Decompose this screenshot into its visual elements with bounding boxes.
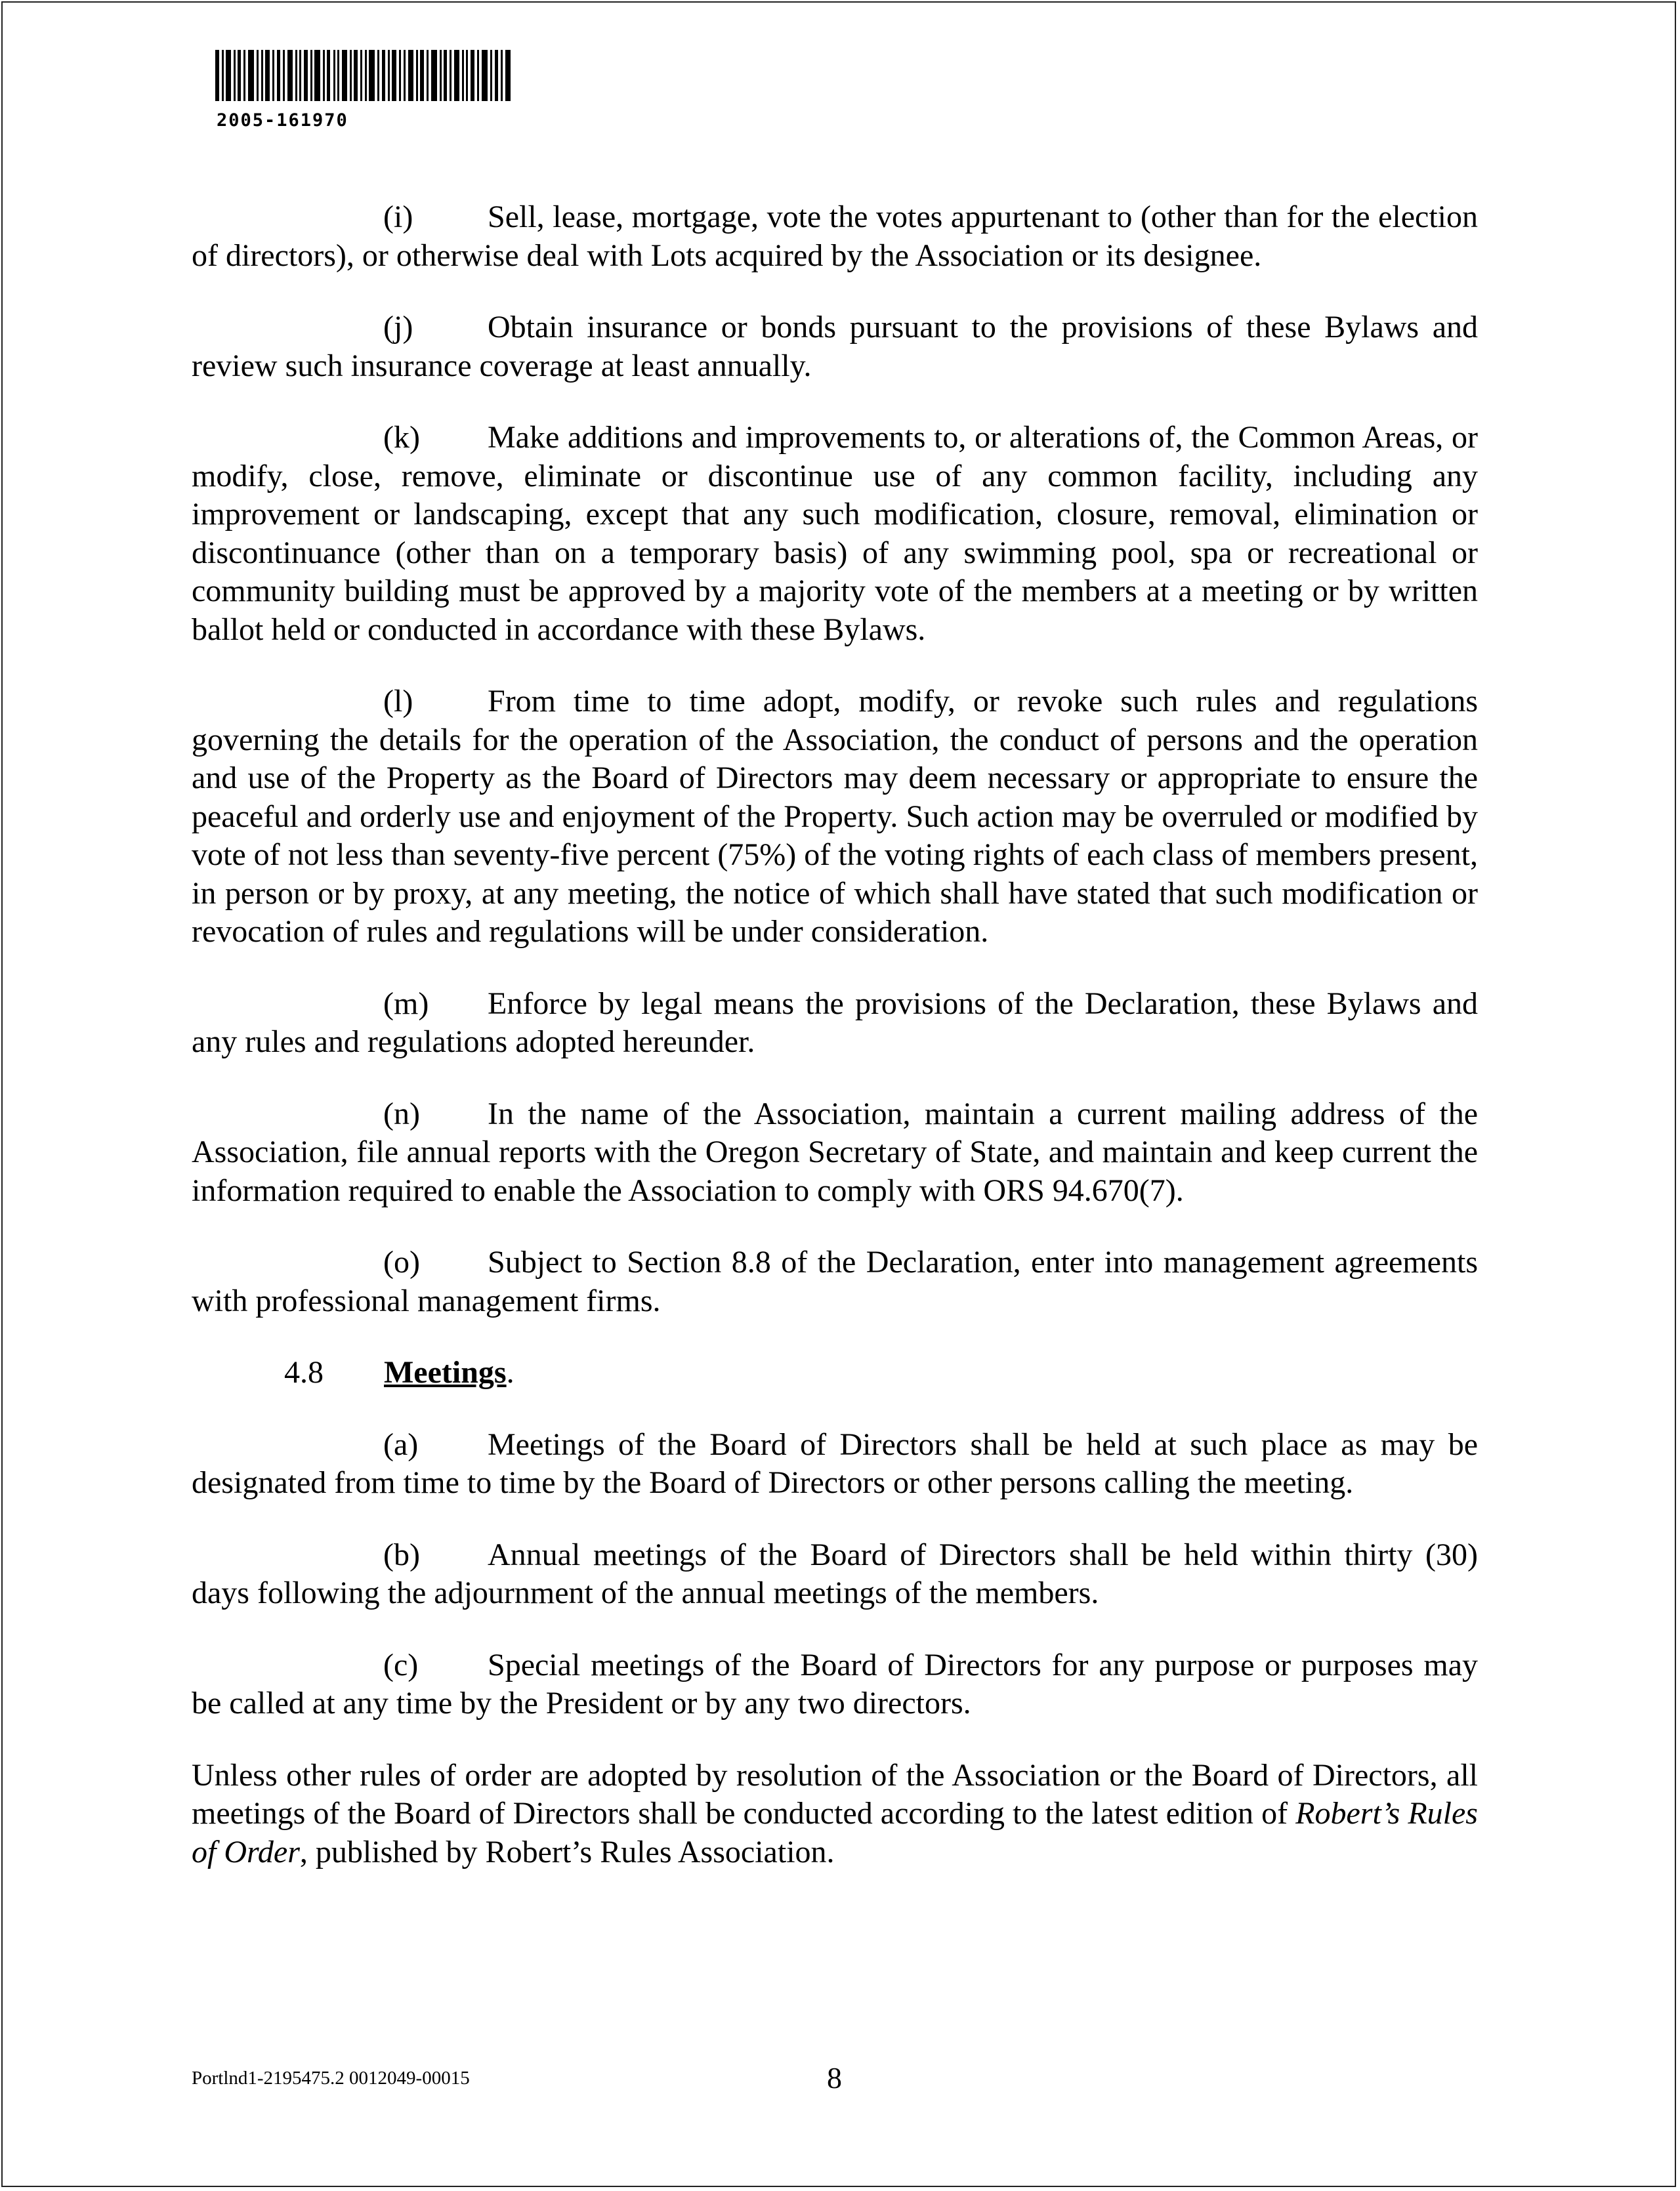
powers-list (192, 198, 1478, 1320)
paragraph-text: Annual meetings of the Board of Directors shall be held within thirty (30) days following the adjournment of the annual meetings of the members. (192, 1537, 1478, 1610)
paragraph-label: (m) (383, 986, 429, 1021)
paragraph-text: Make additions and improvements to, or alterations of, the Common Areas, or modify, close, remove, eliminate or discontinue use of any common facility, including any improvement or landscaping, except that any such modification, closure, removal, elimination or discontinuance (other than on a temporary basis) of any swimming pool, spa or recreational or community building must be approved by a majority vote of the members at a meeting or by written ballot held or conducted in accordance with these Bylaws. (192, 420, 1478, 647)
paragraph-label: (j) (383, 310, 413, 344)
paragraph-text: Special meetings of the Board of Directors for any purpose or purposes may be called at any time by the President or by any two directors. (192, 1647, 1478, 1721)
paragraph-label: (a) (383, 1427, 419, 1462)
closing-text-after: , published by Robert’s Rules Association. (299, 1834, 835, 1869)
power-paragraph-l (192, 682, 1478, 951)
meeting-paragraph-b (192, 1536, 1478, 1613)
rules-of-order-title: Robert’s Rules of Order (192, 1796, 1478, 1869)
paragraph-label: (n) (383, 1096, 420, 1131)
closing-paragraph (192, 1757, 1478, 1872)
barcode-number: 2005-161970 (217, 110, 348, 131)
meetings-list (192, 1426, 1478, 1723)
power-paragraph-n (192, 1095, 1478, 1211)
power-paragraph-j (192, 308, 1478, 385)
footer-document-reference: Portlnd1-2195475.2 0012049-00015 (192, 2068, 470, 2089)
closing-text-before: Unless other rules of order are adopted by resolution of the Association or the Board of Directors, all meetings of the Board of Directors shall be conducted according to the latest edition of (192, 1757, 1478, 1831)
paragraph-text: Meetings of the Board of Directors shall be held at such place as may be designated from time to time by the Board of Directors or other persons calling the meeting. (192, 1427, 1478, 1500)
paragraph-text: From time to time adopt, modify, or revoke such rules and regulations governing the details for the operation of the Association, the conduct of persons and the operation and use of the Property as the Board of Directors may deem necessary or appropriate to ensure the peaceful and orderly use and enjoyment of the Property. Such action may be overruled or modified by vote of not less than seventy-five percent (75%) of the voting rights of each class of members present, in person or by proxy, at any meeting, the notice of which shall have stated that such modification or revocation of rules and regulations will be under consideration. (192, 684, 1478, 949)
paragraph-text: Enforce by legal means the provisions of the Declaration, these Bylaws and any rules and regulations adopted hereunder. (192, 986, 1478, 1059)
paragraph-label: (l) (383, 684, 413, 719)
meeting-paragraph-c (192, 1646, 1478, 1723)
power-paragraph-i (192, 198, 1478, 275)
section-number: 4.8 (284, 1355, 324, 1390)
footer-page-number: 8 (827, 2061, 842, 2095)
power-paragraph-o (192, 1243, 1478, 1320)
barcode-image (215, 50, 512, 101)
paragraph-text: Obtain insurance or bonds pursuant to the provisions of these Bylaws and review such insurance coverage at least annually. (192, 310, 1478, 383)
paragraph-label: (k) (383, 420, 420, 455)
paragraph-label: (c) (383, 1647, 419, 1682)
section-heading (192, 1354, 1478, 1392)
paragraph-text: In the name of the Association, maintain a current mailing address of the Association, file annual reports with the Oregon Secretary of State, and maintain and keep current the information required to enable the Association to comply with ORS 94.670(7). (192, 1096, 1478, 1208)
section-title-suffix: . (506, 1355, 514, 1390)
paragraph-text: Subject to Section 8.8 of the Declaration, enter into management agreements with professional management firms. (192, 1245, 1478, 1318)
section-title: Meetings (384, 1355, 507, 1390)
meeting-paragraph-a (192, 1426, 1478, 1503)
paragraph-label: (b) (383, 1537, 420, 1572)
paragraph-label: (i) (383, 199, 413, 234)
paragraph-text: Sell, lease, mortgage, vote the votes appurtenant to (other than for the election of directors), or otherwise deal with Lots acquired by the Association or its designee. (192, 199, 1478, 273)
paragraph-label: (o) (383, 1245, 420, 1280)
power-paragraph-k (192, 419, 1478, 649)
document-body (192, 198, 1478, 1871)
power-paragraph-m (192, 985, 1478, 1062)
